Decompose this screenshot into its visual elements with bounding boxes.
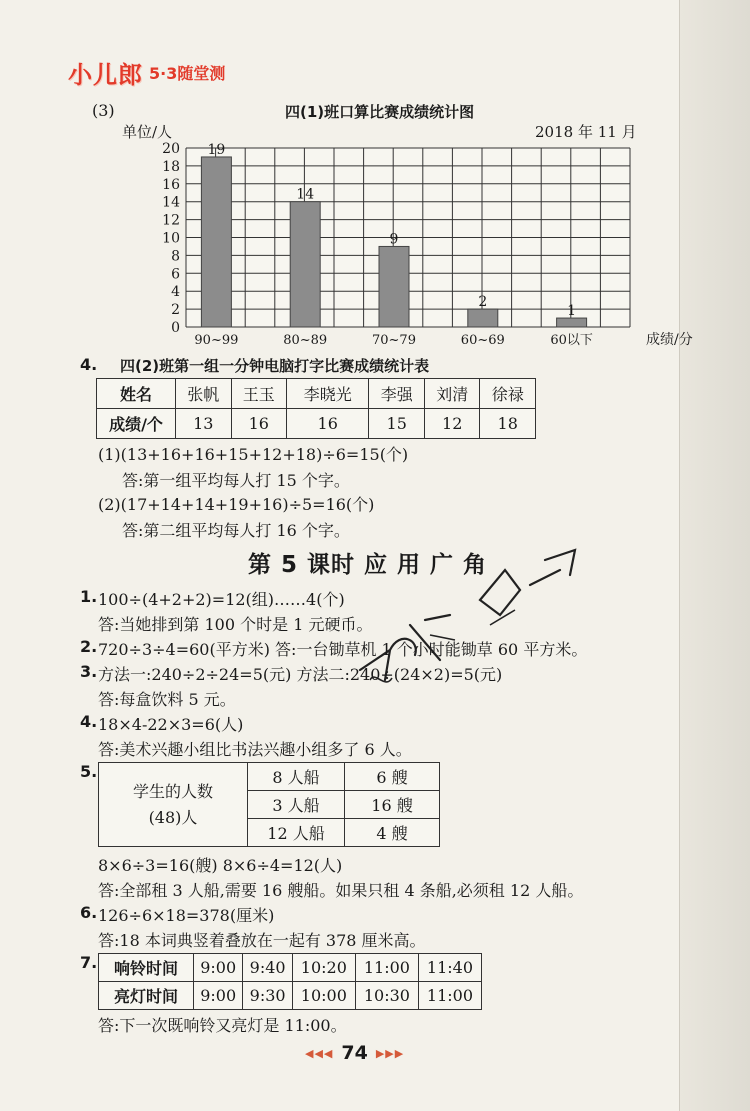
q4-line: (1)(13+16+16+15+12+18)÷6=15(个) xyxy=(98,445,409,464)
p1-line: 答:当她排到第 100 个时是 1 元硬币。 xyxy=(98,615,373,634)
p7-cell: 11:40 xyxy=(418,954,481,982)
p5-line: 答:全部租 3 人船,需要 16 艘船。如果只租 4 条船,必须租 12 人船。 xyxy=(98,881,584,900)
p1-number: 1. xyxy=(80,587,98,606)
q4-score-cell: 15 xyxy=(369,409,425,439)
p7-cell: 9:00 xyxy=(194,982,243,1010)
p4-number: 4. xyxy=(80,712,98,731)
chart-data-label: 19 xyxy=(207,141,226,158)
q4-score-cell: 18 xyxy=(480,409,536,439)
p7-cell: 亮灯时间 xyxy=(99,982,194,1010)
p7-cell: 10:30 xyxy=(355,982,418,1010)
brand-series: 5·3随堂测 xyxy=(149,64,226,83)
chart-data-label: 2 xyxy=(478,294,488,311)
q4-header-cell: 王玉 xyxy=(231,379,287,409)
footer-left-arrows: ◀◀◀ xyxy=(305,1046,334,1060)
chart-ytick-label: 14 xyxy=(162,194,180,211)
chart-bar xyxy=(201,157,231,327)
p7-cell: 11:00 xyxy=(355,954,418,982)
p6-line: 126÷6×18=378(厘米) xyxy=(98,906,275,925)
p1-line: 100÷(4+2+2)=12(组)……4(个) xyxy=(98,590,345,609)
p6-number: 6. xyxy=(80,903,98,922)
p5-students-count: (48)人 xyxy=(148,807,198,827)
p5-boat-type: 3 人船 xyxy=(248,791,345,819)
p6-line: 答:18 本词典竖着叠放在一起有 378 厘米高。 xyxy=(98,931,426,950)
chart-category-label: 60~69 xyxy=(460,333,505,348)
chart-ytick-label: 10 xyxy=(162,230,180,247)
p5-boat-table xyxy=(98,762,440,847)
q4-line: 答:第二组平均每人打 16 个字。 xyxy=(122,521,350,540)
chart-ytick-label: 2 xyxy=(171,302,180,319)
chart-bar xyxy=(379,246,409,327)
chart-unit: 单位/人 xyxy=(122,123,173,141)
chart-ytick-label: 18 xyxy=(162,158,180,175)
p5-students-label: 学生的人数 xyxy=(132,781,213,801)
q4-header-cell: 刘清 xyxy=(424,379,480,409)
chart-title: 四(1)班口算比赛成绩统计图 xyxy=(285,103,475,121)
q4-header-cell: 姓名 xyxy=(97,379,176,409)
q4-header-cell: 徐禄 xyxy=(480,379,536,409)
q4-header-cell: 李晓光 xyxy=(287,379,369,409)
page-number: 74 xyxy=(341,1042,368,1064)
q4-header-row xyxy=(97,379,536,409)
q4-score-cell: 12 xyxy=(424,409,480,439)
chart-bar xyxy=(557,318,587,327)
chart-ytick-label: 6 xyxy=(171,266,180,283)
p4-line: 18×4-22×3=6(人) xyxy=(98,715,244,734)
p3-number: 3. xyxy=(80,662,98,681)
q4-table-title: 四(2)班第一组一分钟电脑打字比赛成绩统计表 xyxy=(120,357,430,375)
p5-boat-type: 12 人船 xyxy=(248,819,345,847)
p7-cell: 9:40 xyxy=(243,954,292,982)
p7-time-table xyxy=(98,953,482,1010)
q4-score-cell: 16 xyxy=(231,409,287,439)
p7-light-row xyxy=(99,982,482,1010)
chart-bar xyxy=(290,202,320,327)
p7-cell: 11:00 xyxy=(418,982,481,1010)
p2-line: 720÷3÷4=60(平方米) 答:一台锄草机 1 个小时能锄草 60 平方米。 xyxy=(98,640,588,659)
chart-xaxis-label: 成绩/分 xyxy=(646,332,693,348)
q4-score-cell: 成绩/个 xyxy=(97,409,176,439)
chart-ytick-label: 8 xyxy=(171,248,180,265)
p7-cell: 9:00 xyxy=(194,954,243,982)
p5-students-cell xyxy=(99,763,248,847)
p7-number: 7. xyxy=(80,953,98,972)
p7-cell: 响铃时间 xyxy=(99,954,194,982)
p7-cell: 10:20 xyxy=(292,954,355,982)
p5-boat-count: 4 艘 xyxy=(345,819,440,847)
q3-label: (3) xyxy=(92,101,115,120)
q4-score-row xyxy=(97,409,536,439)
q4-score-cell: 16 xyxy=(287,409,369,439)
p7-answer: 答:下一次既响铃又亮灯是 11:00。 xyxy=(98,1016,347,1035)
p5-number: 5. xyxy=(80,762,98,781)
footer-right-arrows: ▶▶▶ xyxy=(375,1046,405,1060)
chart-data-label: 14 xyxy=(296,186,315,203)
p3-line: 方法一:240÷2÷24=5(元) 方法二:240÷(24×2)=5(元) xyxy=(98,665,503,684)
q4-line: (2)(17+14+14+19+16)÷5=16(个) xyxy=(98,495,375,514)
chart-date: 2018 年 11 月 xyxy=(535,123,637,141)
chart-ytick-label: 12 xyxy=(162,212,180,229)
p5-line: 8×6÷3=16(艘) 8×6÷4=12(人) xyxy=(98,856,343,875)
q4-number: 4. xyxy=(80,355,98,374)
chart-bar xyxy=(468,309,498,327)
chart-category-label: 70~79 xyxy=(372,333,416,348)
p7-cell: 9:30 xyxy=(243,982,292,1010)
chart-category-label: 80~89 xyxy=(283,333,328,348)
chart-ytick-label: 16 xyxy=(162,176,180,193)
p5-boat-count: 16 艘 xyxy=(345,791,440,819)
chart-category-label: 60以下 xyxy=(550,333,593,348)
chart-data-label: 9 xyxy=(389,231,399,248)
p7-cell: 10:00 xyxy=(292,982,355,1010)
q4-header-cell: 李强 xyxy=(369,379,425,409)
chart-ytick-label: 4 xyxy=(171,284,180,301)
p7-bell-row xyxy=(99,954,482,982)
chart-ytick-label: 0 xyxy=(171,320,180,336)
q4-line: 答:第一组平均每人打 15 个字。 xyxy=(122,471,350,490)
page-footer xyxy=(305,1042,404,1064)
q4-score-table xyxy=(96,378,536,439)
chart-ytick-label: 20 xyxy=(162,141,180,157)
p5-boat-count: 6 艘 xyxy=(345,763,440,791)
p4-line: 答:美术兴趣小组比书法兴趣小组多了 6 人。 xyxy=(98,740,412,759)
p5-boat-type: 8 人船 xyxy=(248,763,345,791)
brand-name: 小儿郎 xyxy=(68,61,143,89)
bar-chart xyxy=(0,0,750,360)
q4-score-cell: 13 xyxy=(176,409,232,439)
chart-data-label: 1 xyxy=(567,303,577,320)
q4-header-cell: 张帆 xyxy=(176,379,232,409)
p2-number: 2. xyxy=(80,637,98,656)
p3-line: 答:每盒饮料 5 元。 xyxy=(98,690,236,709)
chart-category-label: 90~99 xyxy=(194,333,239,348)
p5-row xyxy=(99,763,440,791)
lesson-title: 第 5 课时 应 用 广 角 xyxy=(248,552,488,578)
